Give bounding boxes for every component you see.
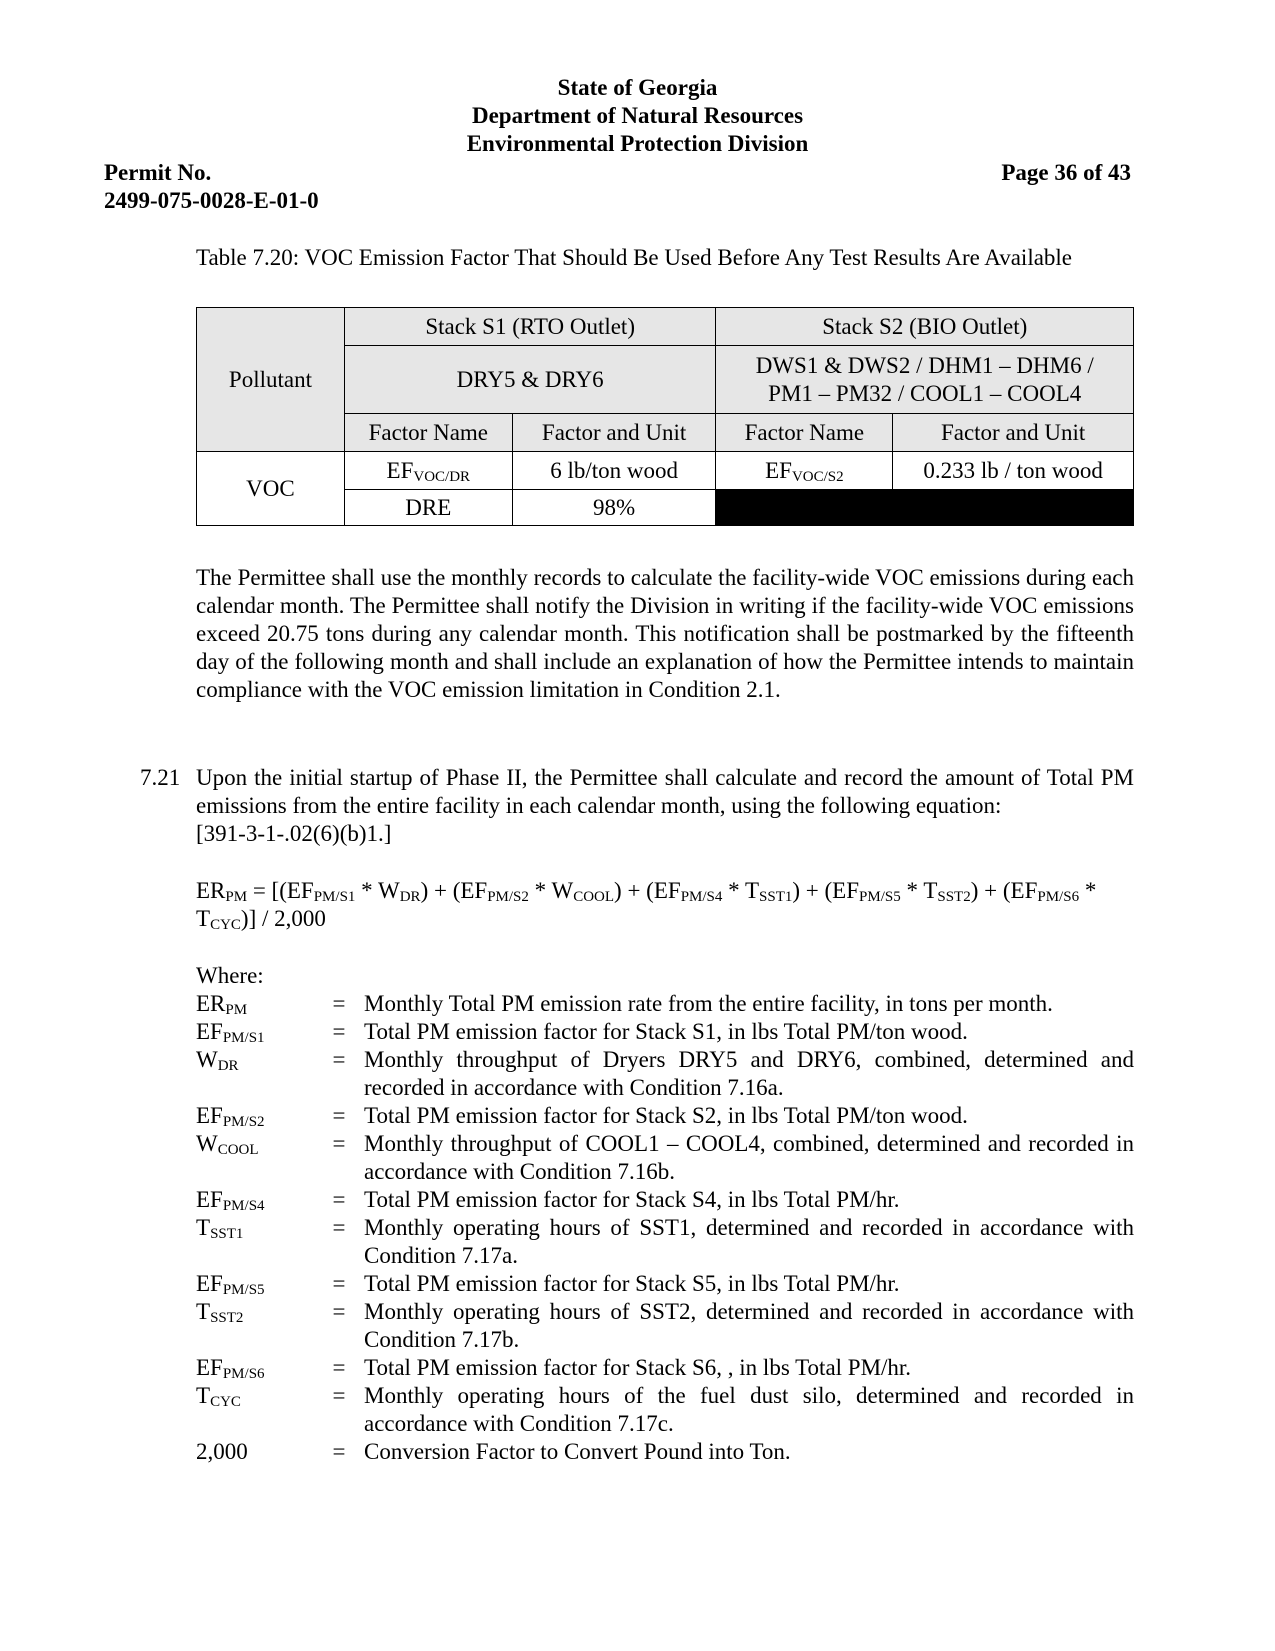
variable-definition: Monthly operating hours of the fuel dust silo, determined and recorded in accordance with Condition 7.17c.	[364, 1383, 1134, 1436]
variable-symbol: $EF_{PM/S1}$	[196, 1019, 265, 1046]
definition-row: $EF_{PM/S5}$ = Total PM emission factor for Stack S5, in lbs Total PM/hr.	[196, 1270, 1134, 1298]
variable-symbol: $W_{DR}$	[196, 1047, 239, 1074]
variable-symbol: $T_{SST2}$	[196, 1299, 244, 1326]
variable-definition: Monthly operating hours of SST2, determined and recorded in accordance with Condition 7.17b.	[364, 1299, 1134, 1352]
s2-factor-unit-header: Factor and Unit	[893, 414, 1134, 452]
permit-number: 2499-075-0028-E-01-0	[104, 188, 319, 213]
variable-definitions	[196, 990, 1134, 1466]
table-caption: Table 7.20: VOC Emission Factor That Should Be Used Before Any Test Results Are Available	[196, 245, 1073, 270]
pm-equation: $ER_{PM} = [(EF_{PM/S1} * W_{DR}) + (EF_{PM/S2} * W_{COOL}) + (EF_{PM/S4} * T_{SST1}) + (EF_{PM/S5} * T_{SST2}) + (EF_{PM/S6} * T_{CYC})] / 2,000$	[196, 878, 1097, 933]
variable-symbol: $EF_{PM/S6}$	[196, 1355, 265, 1382]
stack-s1-units: DRY5 & DRY6	[344, 346, 716, 414]
stack-s2-header: Stack S2 (BIO Outlet)	[716, 308, 1134, 346]
stack-s2-units-line1: DWS1 & DWS2 / DHM1 – DHM6 /	[755, 352, 1094, 378]
variable-definition: Total PM emission factor for Stack S5, in lbs Total PM/hr.	[364, 1271, 900, 1296]
variable-symbol: 2,000	[196, 1439, 248, 1464]
definition-row: $ER_{PM}$ = Monthly Total PM emission rate from the entire facility, in tons per month.	[196, 990, 1134, 1018]
variable-symbol: $EF_{PM/S5}$	[196, 1271, 265, 1298]
variable-symbol: $W_{COOL}$	[196, 1131, 259, 1158]
variable-definition: Total PM emission factor for Stack S2, in lbs Total PM/ton wood.	[364, 1103, 968, 1128]
variable-definition: Monthly Total PM emission rate from the entire facility, in tons per month.	[364, 991, 1053, 1016]
variable-symbol: $T_{SST1}$	[196, 1215, 244, 1242]
s1-factor-name-header: Factor Name	[344, 414, 512, 452]
s2-factor-name-header: Factor Name	[716, 414, 893, 452]
header-state: State of Georgia	[557, 75, 718, 100]
variable-definition: Monthly throughput of COOL1 – COOL4, combined, determined and recorded in accordance with Condition 7.16b.	[364, 1131, 1134, 1184]
s1-dre-name: DRE	[344, 490, 512, 526]
stack-s2-units	[716, 346, 1134, 414]
where-label: Where:	[196, 963, 264, 988]
variable-symbol: $T_{CYC}$	[196, 1383, 241, 1410]
variable-definition: Total PM emission factor for Stack S4, in lbs Total PM/hr.	[364, 1187, 900, 1212]
s1-factor-value: 6 lb/ton wood	[512, 452, 716, 490]
s2-factor-value: 0.233 lb / ton wood	[893, 452, 1134, 490]
stack-s1-header: Stack S1 (RTO Outlet)	[344, 308, 716, 346]
definition-row: $T_{SST2}$ = Monthly operating hours of SST2, determined and recorded in accordance with Condition 7.17b.	[196, 1299, 1134, 1352]
voc-emission-factor-table	[196, 307, 1134, 526]
definition-row: $T_{CYC}$ = Monthly operating hours of the fuel dust silo, determined and recorded in accordance with Condition 7.17c.	[196, 1383, 1134, 1436]
definition-row: $EF_{PM/S4}$ = Total PM emission factor for Stack S4, in lbs Total PM/hr.	[196, 1186, 1134, 1214]
variable-symbol: $EF_{PM/S4}$	[196, 1187, 265, 1214]
header-division: Environmental Protection Division	[466, 131, 809, 156]
variable-definition: Total PM emission factor for Stack S6, , in lbs Total PM/hr.	[364, 1355, 912, 1380]
variable-symbol: $EF_{PM/S2}$	[196, 1103, 265, 1130]
variable-symbol: $ER_{PM}$	[196, 991, 248, 1018]
s1-dre-value: 98%	[512, 490, 716, 526]
pollutant-header: Pollutant	[197, 308, 345, 452]
definition-row: $W_{COOL}$ = Monthly throughput of COOL1 – COOL4, combined, determined and recorded in accordance with Condition 7.16b.	[196, 1131, 1134, 1184]
blacked-out-cell	[716, 490, 893, 526]
section-text: Upon the initial startup of Phase II, the Permittee shall calculate and record the amount of Total PM emissions from the entire facility in each calendar month, using the following equation:	[196, 765, 1134, 818]
voc-notification-paragraph: The Permittee shall use the monthly records to calculate the facility-wide VOC emissions during each calendar month. The Permittee shall notify the Division in writing if the facility-wide VOC emissions exceed 20.75 tons during any calendar month. This notification shall be postmarked by the fifteenth day of the following month and shall include an explanation of how the Permittee intends to maintain compliance with the VOC emission limitation in Condition 2.1.	[196, 565, 1134, 702]
definition-row: $W_{DR}$ = Monthly throughput of Dryers DRY5 and DRY6, combined, determined and recorded in accordance with Condition 7.16a.	[196, 1047, 1134, 1100]
s2-factor-name: $EF_{VOC/S2}$	[716, 452, 893, 490]
section-number: 7.21	[140, 765, 181, 790]
blacked-out-cell	[893, 490, 1134, 526]
stack-s2-units-line2: PM1 – PM32 / COOL1 – COOL4	[768, 380, 1082, 406]
pollutant-voc: VOC	[197, 452, 345, 526]
s1-factor-unit-header: Factor and Unit	[512, 414, 716, 452]
section-citation: [391-3-1-.02(6)(b)1.]	[196, 821, 392, 846]
variable-definition: Monthly operating hours of SST1, determined and recorded in accordance with Condition 7.17a.	[364, 1215, 1134, 1268]
page-number: Page 36 of 43	[1001, 160, 1131, 185]
header-department: Department of Natural Resources	[471, 103, 804, 128]
s1-factor-name: $EF_{VOC/DR}$	[344, 452, 512, 490]
definition-row: $EF_{PM/S2}$ = Total PM emission factor for Stack S2, in lbs Total PM/ton wood.	[196, 1102, 1134, 1130]
definition-row: $T_{SST1}$ = Monthly operating hours of SST1, determined and recorded in accordance with Condition 7.17a.	[196, 1215, 1134, 1268]
definition-row: $EF_{PM/S1}$ = Total PM emission factor for Stack S1, in lbs Total PM/ton wood.	[196, 1018, 1134, 1046]
variable-definition: Conversion Factor to Convert Pound into Ton.	[364, 1439, 791, 1464]
definition-row: 2,000 = Conversion Factor to Convert Pound into Ton.	[196, 1438, 1134, 1466]
variable-definition: Total PM emission factor for Stack S1, in lbs Total PM/ton wood.	[364, 1019, 968, 1044]
permit-label: Permit No.	[104, 160, 212, 185]
definition-row: $EF_{PM/S6}$ = Total PM emission factor for Stack S6, , in lbs Total PM/hr.	[196, 1354, 1134, 1382]
variable-definition: Monthly throughput of Dryers DRY5 and DRY6, combined, determined and recorded in accordance with Condition 7.16a.	[364, 1047, 1134, 1100]
